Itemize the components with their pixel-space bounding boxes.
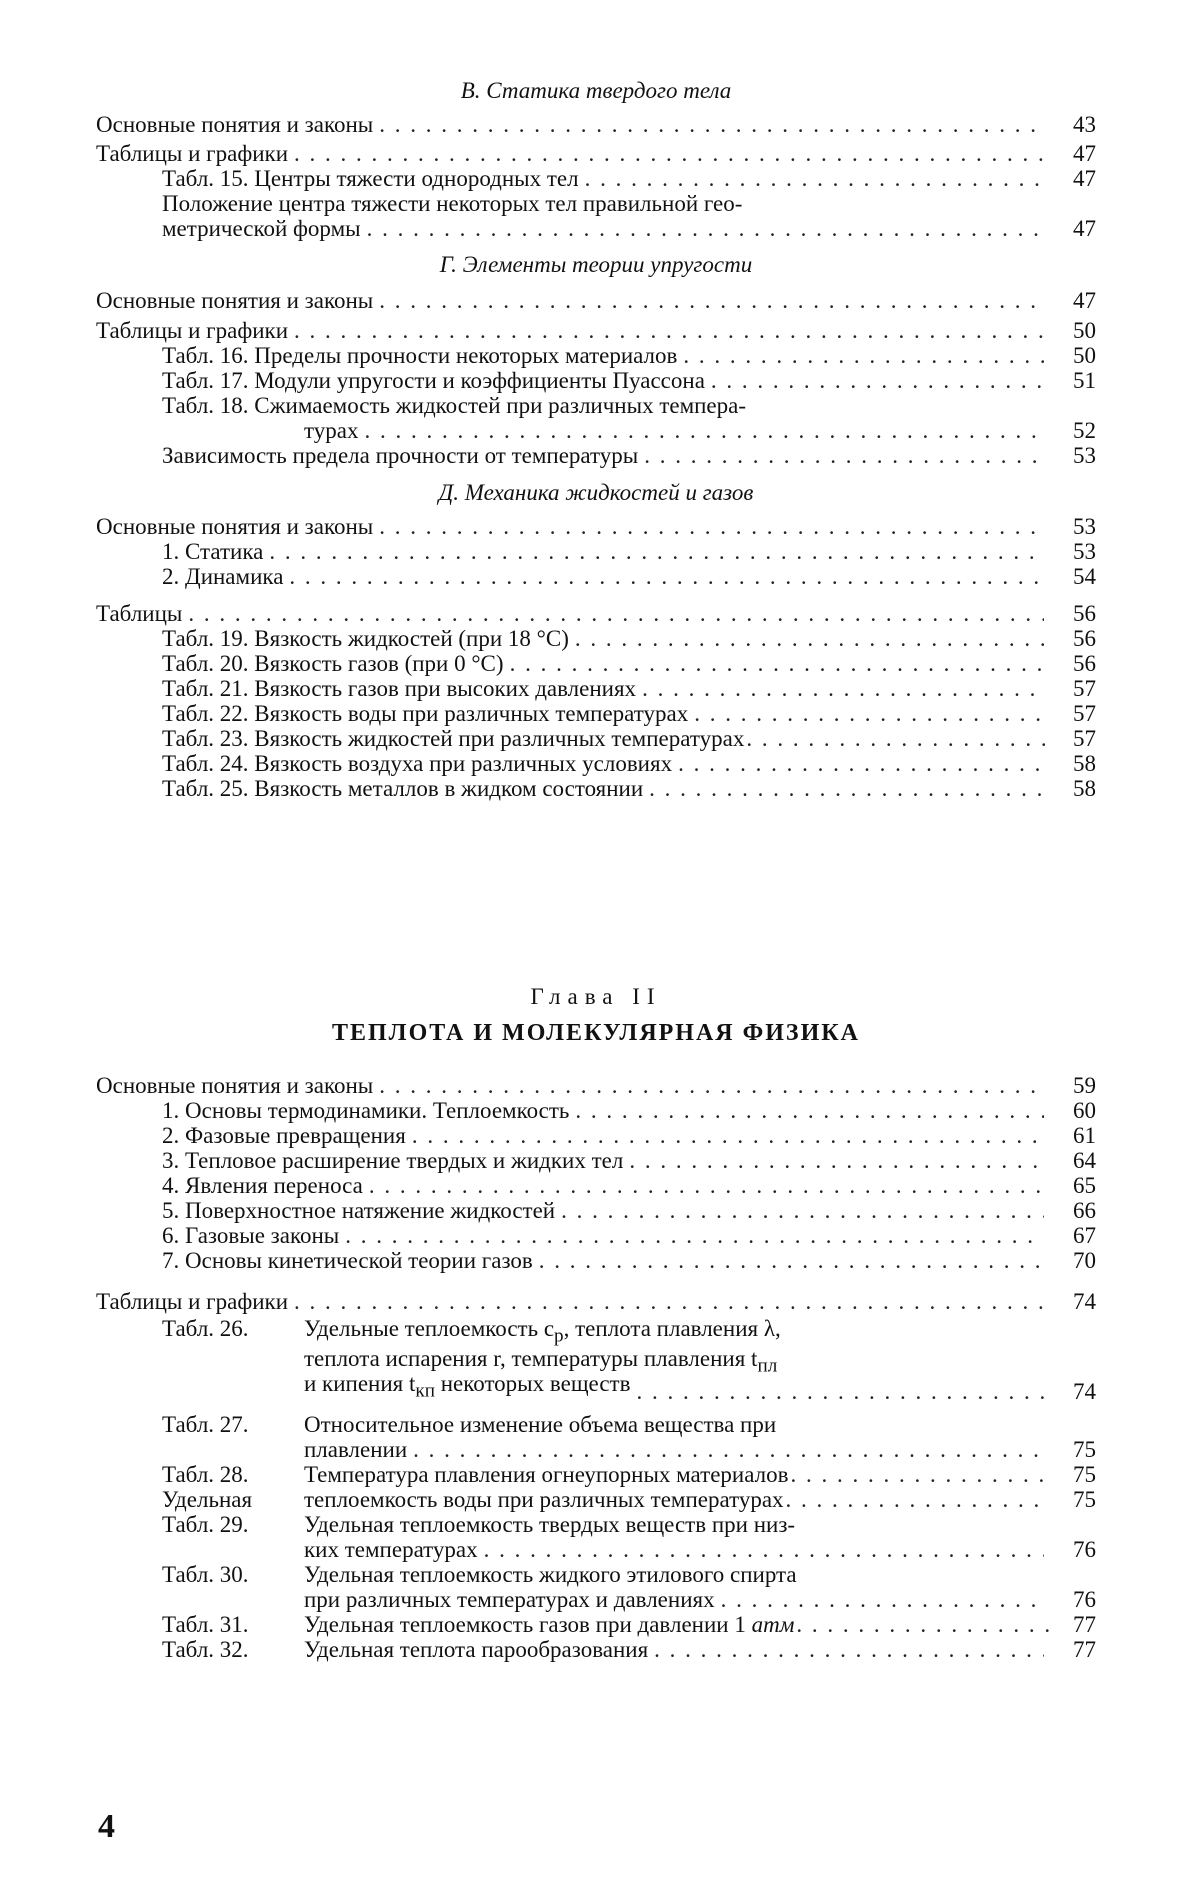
toc-entry[interactable]: Основные понятия и законы . . . 59 — [96, 1073, 1096, 1098]
section-d — [96, 480, 1096, 506]
toc-entry[interactable]: Основные понятия и законы . . . 53 — [96, 514, 1096, 539]
toc-entry[interactable]: 6. Газовые законы . . . 67 — [96, 1223, 1096, 1248]
toc-entry[interactable]: турах . . . 52 — [96, 418, 1096, 443]
toc-entry[interactable]: Таблицы и графики . . . 47 — [96, 141, 1096, 166]
toc-entry-line: теплота испарения r, температуры плавления $t_{пл}$ — [304, 1346, 778, 1377]
chapter-entries — [96, 1073, 1096, 1662]
toc-entry[interactable]: и кипения $t_{кп}$ некоторых веществ . . . 74 — [96, 1374, 1096, 1404]
section-title: Г. Элементы теории упругости — [439, 252, 753, 277]
toc-entry-line: Табл. 26. Удельные теплоемкость $c_p$, теплота плавления λ, — [162, 1316, 781, 1347]
section-d-entries — [96, 514, 1096, 801]
toc-entry-line: Положение центра тяжести некоторых тел правильной гео- — [162, 191, 743, 216]
toc-entry-line: Табл. 30. Удельная теплоемкость жидкого этилового спирта — [162, 1562, 797, 1587]
toc-entry-line: Табл. 18. Сжимаемость жидкостей при различных темпера- — [162, 393, 747, 418]
toc-entry[interactable]: Табл. 32. Удельная теплота парообразования . . . 77 — [96, 1637, 1096, 1662]
toc-entry[interactable]: Табл. 21. Вязкость газов при высоких давлениях . . . 57 — [96, 676, 1096, 701]
toc-entry[interactable]: метрической формы . . . 47 — [96, 216, 1096, 241]
toc-entry[interactable]: Табл. 15. Центры тяжести однородных тел . . . 47 — [96, 166, 1096, 191]
toc-entry[interactable]: Основные понятия и законы . . . 43 — [96, 112, 1096, 137]
toc-entry[interactable]: Таблицы и графики . . . 50 — [96, 318, 1096, 343]
toc-entry[interactable]: Зависимость предела прочности от температуры . . . 53 — [96, 443, 1096, 468]
toc-entry[interactable]: Табл. 24. Вязкость воздуха при различных условиях . . . 58 — [96, 751, 1096, 776]
toc-entry-line: Табл. 29. Удельная теплоемкость твердых веществ при низ- — [162, 1512, 796, 1537]
toc-entry[interactable]: Таблицы и графики . . . 74 — [96, 1289, 1096, 1314]
section-v — [96, 78, 1096, 104]
toc-entry[interactable]: Удельная теплоемкость воды при различных температурах . . . 75 — [96, 1487, 1096, 1512]
toc-entry[interactable]: 2. Динамика . . . 54 — [96, 564, 1096, 589]
toc-entry[interactable]: 3. Тепловое расширение твердых и жидких тел . . . 64 — [96, 1148, 1096, 1173]
section-title: В. Статика твердого тела — [460, 78, 732, 103]
page-number: 4 — [98, 1808, 115, 1845]
toc-entry-line: Табл. 27. Относительное изменение объема вещества при — [162, 1412, 777, 1437]
toc-entry[interactable]: Табл. 25. Вязкость металлов в жидком состоянии . . . 58 — [96, 776, 1096, 801]
toc-entry[interactable]: 1. Статика . . . 53 — [96, 539, 1096, 564]
toc-entry[interactable]: Таблицы . . . 56 — [96, 601, 1096, 626]
toc-entry[interactable]: Табл. 28. Температура плавления огнеупорных материалов . . . 75 — [96, 1462, 1096, 1487]
toc-entry[interactable]: Табл. 16. Пределы прочности некоторых материалов . . . 50 — [96, 343, 1096, 368]
toc-entry[interactable]: Табл. 23. Вязкость жидкостей при различных температурах . . . 57 — [96, 726, 1096, 751]
toc-entry[interactable]: плавлении . . . 75 — [96, 1437, 1096, 1462]
chapter-label: Глава II — [530, 984, 662, 1009]
toc-entry[interactable]: Табл. 22. Вязкость воды при различных температурах . . . 57 — [96, 701, 1096, 726]
toc-entry[interactable]: Табл. 31. Удельная теплоемкость газов при давлении 1 атм . . . 77 — [96, 1612, 1096, 1637]
section-v-entries — [96, 112, 1096, 241]
toc-entry[interactable]: 2. Фазовые превращения . . . 61 — [96, 1123, 1096, 1148]
toc-entry[interactable]: ких температурах . . . 76 — [96, 1537, 1096, 1562]
chapter-heading — [96, 984, 1096, 1047]
toc-entry[interactable]: 4. Явления переноса . . . 65 — [96, 1173, 1096, 1198]
toc-entry[interactable]: при различных температурах и давлениях . . . 76 — [96, 1587, 1096, 1612]
section-g — [96, 252, 1096, 278]
section-g-entries — [96, 288, 1096, 468]
toc-entry[interactable]: Табл. 17. Модули упругости и коэффициенты Пуассона . . . 51 — [96, 368, 1096, 393]
toc-entry[interactable]: 5. Поверхностное натяжение жидкостей . . . 66 — [96, 1198, 1096, 1223]
toc-entry[interactable]: Табл. 20. Вязкость газов (при 0 °С) . . . 56 — [96, 651, 1096, 676]
toc-entry[interactable]: Основные понятия и законы . . . 47 — [96, 288, 1096, 313]
section-title: Д. Механика жидкостей и газов — [438, 480, 754, 505]
chapter-title: ТЕПЛОТА И МОЛЕКУЛЯРНАЯ ФИЗИКА — [332, 1020, 860, 1046]
toc-entry[interactable]: Табл. 19. Вязкость жидкостей (при 18 °С) . . . 56 — [96, 626, 1096, 651]
toc-entry[interactable]: 7. Основы кинетической теории газов . . . 70 — [96, 1248, 1096, 1273]
toc-entry[interactable]: 1. Основы термодинамики. Теплоемкость . . . 60 — [96, 1098, 1096, 1123]
